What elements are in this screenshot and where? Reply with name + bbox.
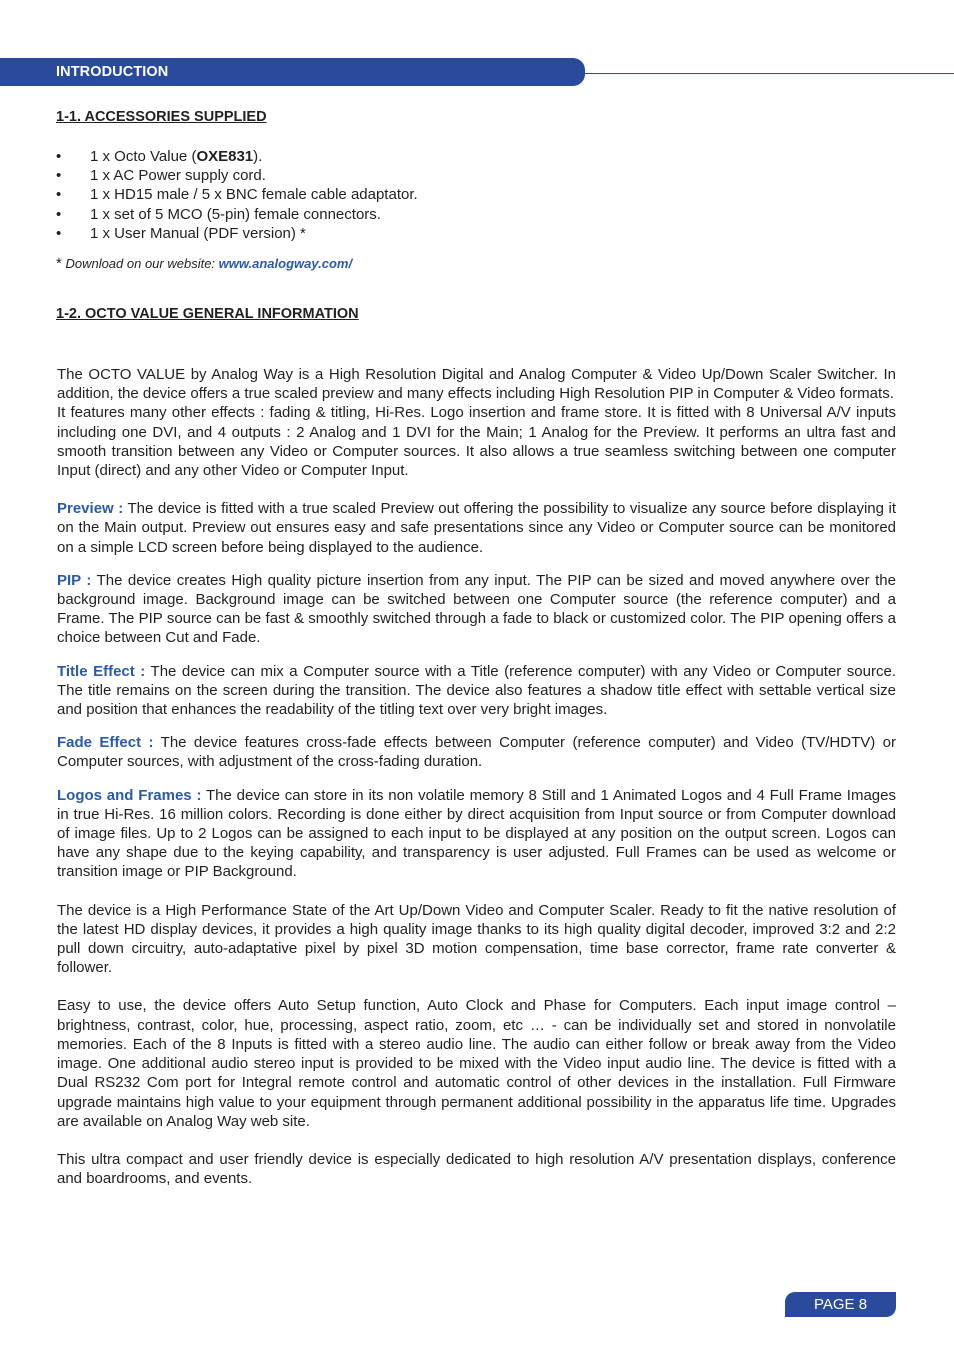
header-rule (585, 73, 954, 74)
accessories-list (56, 147, 418, 243)
list-item: • 1 x HD15 male / 5 x BNC female cable adaptator. (56, 185, 418, 204)
list-item: • 1 x set of 5 MCO (5-pin) female connectors. (56, 205, 418, 224)
page-number-badge: PAGE 8 (785, 1292, 896, 1317)
general-info-body (57, 365, 896, 1188)
list-item: • 1 x Octo Value (OXE831). (56, 147, 418, 166)
feature-logos-frames: Logos and Frames : The device can store in its non volatile memory 8 Still and 1 Animated Logos and 4 Full Frame Images in true Hi-Res. 16 million colors. Recording is done either by direct acquisition from Input source or from Computer download of image files. Up to 2 Logos can be assigned to each input to be displayed at any position on the output screen. Logos can have any shape due to the keying capability, and transparency is user adjusted. Full Frames can be used as welcome or transition image or PIP Background. (57, 786, 896, 881)
feature-pip: PIP : The device creates High quality picture insertion from any input. The PIP can be sized and moved anywhere over the background image. Background image can be switched between one Computer source (the reference computer) and a Frame. The PIP source can be fast & smoothly switched through a fade to black or customized color. The PIP opening offers a choice between Cut and Fade. (57, 571, 896, 647)
download-footnote: * Download on our website: www.analogway.com/ (56, 255, 353, 272)
feature-fade-effect: Fade Effect : The device features cross-fade effects between Computer (reference computer) and Video (TV/HDTV) or Computer sources, with adjustment of the cross-fading duration. (57, 734, 897, 771)
feature-preview: Preview : The device is fitted with a true scaled Preview out offering the possibility to visualize any source before displaying it on the Main output. Preview out ensures easy and safe presentations since any Video or Computer source can be monitored on a simple LCD screen before being displayed to the audience. (57, 500, 896, 556)
general-info-heading: 1-2. OCTO VALUE GENERAL INFORMATION (56, 306, 359, 322)
scaler-paragraph: The device is a High Performance State of the Art Up/Down Video and Computer Scaler. Ready to fit the native resolution of the latest HD display devices, it provides a high quality image thanks to its high quality digital decoder, improved 3:2 and 2:2 pull down circuitry, auto-adaptative pixel by pixel 3D motion compensation, time base corrector, frame rate converter & follower. (57, 901, 896, 977)
ease-of-use-paragraph: Easy to use, the device offers Auto Setup function, Auto Clock and Phase for Computers. Each input image control – brightness, contrast, color, hue, processing, aspect ratio, zoom, etc … - can be individually set and stored in nonvolatile memories. Each of the 8 Inputs is fitted with a stereo audio line. The audio can either follow or break away from the Video image. One additional audio stereo input is provided to be mixed with the Video input audio line. The device is fitted with a Dual RS232 Com port for Integral remote control and automatic control of other devices in the installation. Full Firmware upgrade maintains high value to your equipment through permanent additional possibility in the apparatus life time. Upgrades are available on Analog Way web site. (57, 997, 896, 1130)
page-section-title: INTRODUCTION (56, 64, 169, 80)
website-link[interactable]: www.analogway.com/ (218, 256, 353, 271)
list-item: • 1 x AC Power supply cord. (56, 166, 418, 185)
list-item: • 1 x User Manual (PDF version) * (56, 224, 418, 243)
accessories-heading: 1-1. ACCESSORIES SUPPLIED (56, 109, 267, 125)
compact-paragraph: This ultra compact and user friendly device is especially dedicated to high resolution A/V presentation displays, conference and boardrooms, and events. (57, 1150, 896, 1188)
intro-paragraph: It features many other effects : fading & titling, Hi-Res. Logo insertion and frame store. It is fitted with 8 Universal A/V inputs including one DVI, and 4 outputs : 2 Analog and 1 DVI for the Main; 1 Analog for the Preview. It performs an ultra fast and smooth transition between any Video or Computer sources. It also allows a true seamless switching between one computer Input (direct) and any other Video or Computer Input. (57, 404, 896, 480)
intro-paragraph: The OCTO VALUE by Analog Way is a High Resolution Digital and Analog Computer & Video Up/Down Scaler Switcher. In addition, the device offers a true scaled preview and many effects including High Resolution PIP in Computer & Video formats. (57, 366, 896, 403)
feature-title-effect: Title Effect : The device can mix a Computer source with a Title (reference computer) with any Video or Computer source. The title remains on the screen during the transition. The device also features a shadow title effect with settable vertical size and position that enhances the readability of the titling text over very bright images. (57, 662, 896, 719)
